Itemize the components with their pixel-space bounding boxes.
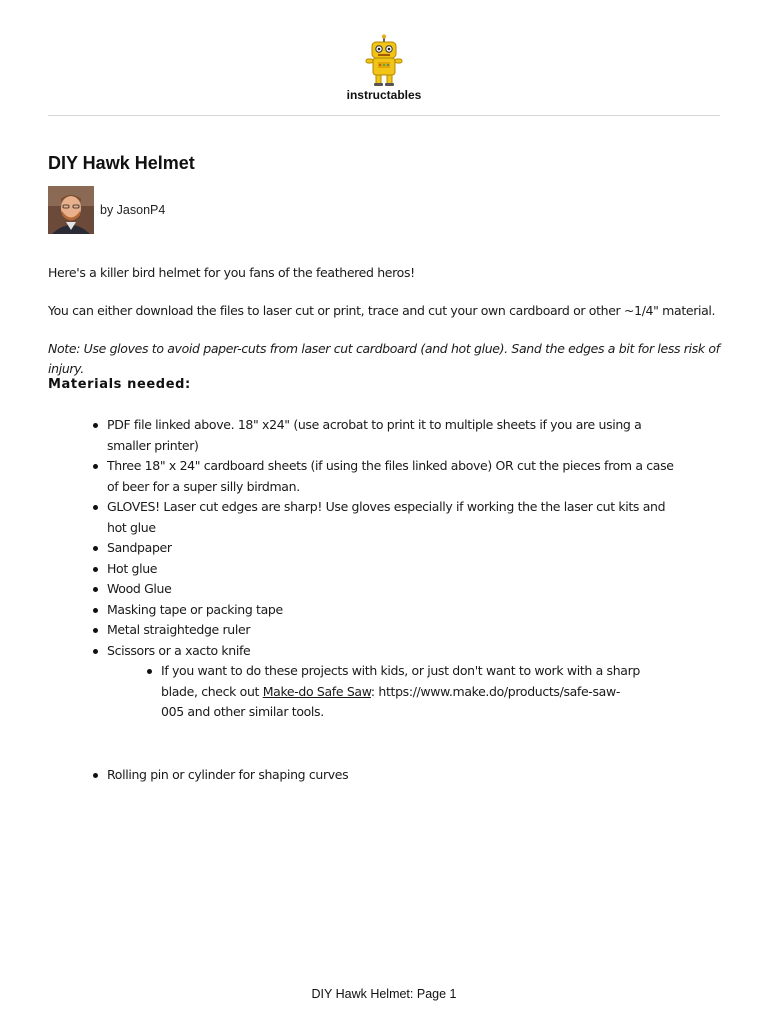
list-item: Metal straightedge ruler: [107, 620, 687, 641]
list-item: Masking tape or packing tape: [107, 600, 687, 621]
header-divider: [48, 115, 720, 116]
intro-paragraph: Here's a killer bird helmet for you fans of the feathered heros!: [48, 265, 415, 280]
list-item-text: Scissors or a xacto knife: [107, 642, 251, 658]
list-item: PDF file linked above. 18" x24" (use acrobat to print it to multiple sheets if you are using a smaller printer): [107, 415, 687, 456]
materials-sublist: [161, 661, 641, 723]
list-item: Hot glue: [107, 559, 687, 580]
safe-saw-link[interactable]: Make-do Safe Saw: [262, 683, 371, 699]
instructables-robot-logo: [359, 34, 409, 88]
sub-item-text-before: If you want to do these projects with kids, or just don't want to work with a sharp blade, check out: [161, 663, 640, 699]
safety-note: Note: Use gloves to avoid paper-cuts from laser cut cardboard (and hot glue). Sand the edges a bit for less risk of injury.: [48, 341, 720, 376]
page-header: [0, 0, 768, 116]
list-item: Sandpaper: [107, 538, 687, 559]
brand-name: instructables: [346, 88, 422, 102]
list-item: Rolling pin or cylinder for shaping curves: [107, 765, 687, 786]
page-title: DIY Hawk Helmet: [48, 153, 195, 173]
download-paragraph: You can either download the files to laser cut or print, trace and cut your own cardboard or other ~1/4" material.: [48, 303, 716, 318]
materials-heading: Materials needed:: [48, 377, 191, 392]
list-item: Three 18" x 24" cardboard sheets (if using the files linked above) OR cut the pieces from a case of beer for a super silly birdman.: [107, 456, 687, 497]
list-item: [107, 641, 687, 723]
materials-list-continued: [107, 765, 687, 786]
list-item: Wood Glue: [107, 579, 687, 600]
author-byline[interactable]: by JasonP4: [100, 203, 166, 217]
sub-list-item: [161, 661, 641, 723]
sub-item-text-after: : https://www.make.do/products/safe-saw-005 and other similar tools.: [161, 683, 620, 719]
list-item: GLOVES! Laser cut edges are sharp! Use gloves especially if working the the laser cut kits and hot glue: [107, 497, 687, 538]
page-footer: DIY Hawk Helmet: Page 1: [311, 987, 457, 1001]
author-avatar[interactable]: [48, 186, 94, 234]
materials-list: [107, 415, 687, 723]
